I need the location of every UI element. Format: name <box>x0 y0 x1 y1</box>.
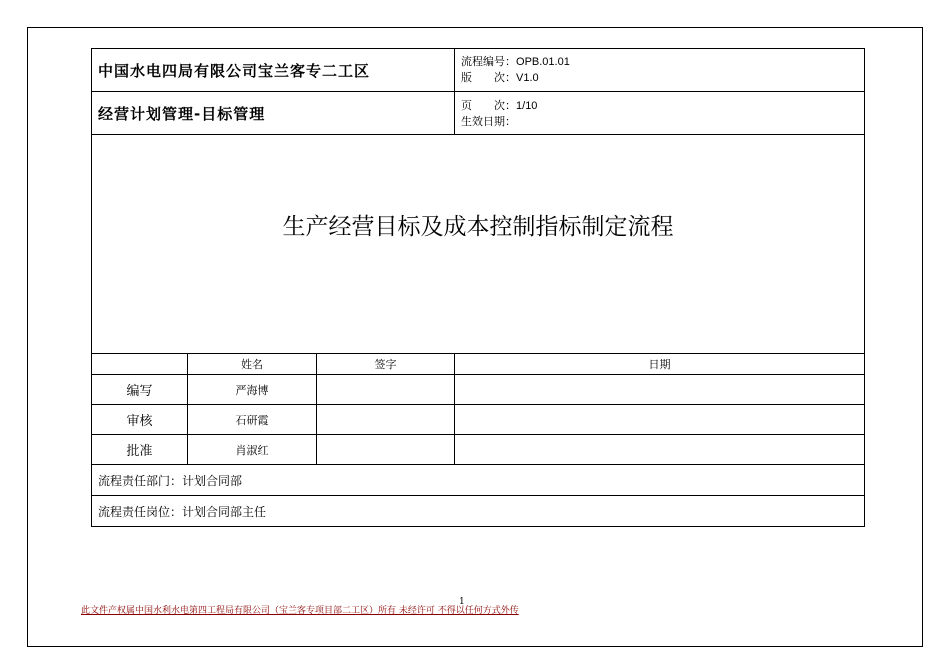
sig-col-blank <box>92 354 188 375</box>
responsible-department: 流程责任部门：计划合同部 <box>92 465 865 496</box>
company-name: 中国水电四局有限公司宝兰客专二工区 <box>92 49 455 92</box>
sig-col-name: 姓名 <box>188 354 317 375</box>
version: V1.0 <box>516 72 539 84</box>
process-meta <box>455 49 865 92</box>
table-row <box>92 435 865 465</box>
document-title-cell <box>92 135 865 354</box>
page-label: 页 次： <box>461 98 517 112</box>
process-document-table <box>91 48 865 527</box>
approver-date <box>455 435 865 465</box>
responsible-position: 流程责任岗位：计划合同部主任 <box>92 496 865 527</box>
role-author: 编写 <box>92 375 188 405</box>
process-no-label: 流程编号： <box>461 55 517 68</box>
reviewer-signature <box>317 405 455 435</box>
copyright-footer: 此文件产权属中国水利水电第四工程局有限公司（宝兰客专项目部二工区）所有 未经许可 不得以任何方式外传 <box>81 606 519 616</box>
sig-col-signature: 签字 <box>317 354 455 375</box>
version-label: 版 次： <box>461 71 517 84</box>
role-approver: 批准 <box>92 435 188 465</box>
sig-col-date: 日期 <box>455 354 865 375</box>
page-value: 1/10 <box>516 99 538 112</box>
effective-date-label: 生效日期： <box>461 114 517 128</box>
author-date <box>455 375 865 405</box>
process-category: 经营计划管理-目标管理 <box>92 92 455 135</box>
approver-signature <box>317 435 455 465</box>
document-title: 生产经营目标及成本控制指标制定流程 <box>282 213 674 240</box>
author-name: 严海博 <box>188 375 317 405</box>
page-meta <box>455 92 865 135</box>
role-reviewer: 审核 <box>92 405 188 435</box>
author-signature <box>317 375 455 405</box>
process-no: OPB.01.01 <box>516 56 570 68</box>
page-number: 1 <box>459 597 465 607</box>
table-row <box>92 405 865 435</box>
reviewer-name: 石研霞 <box>188 405 317 435</box>
approver-name: 肖淑红 <box>188 435 317 465</box>
reviewer-date <box>455 405 865 435</box>
table-row <box>92 375 865 405</box>
